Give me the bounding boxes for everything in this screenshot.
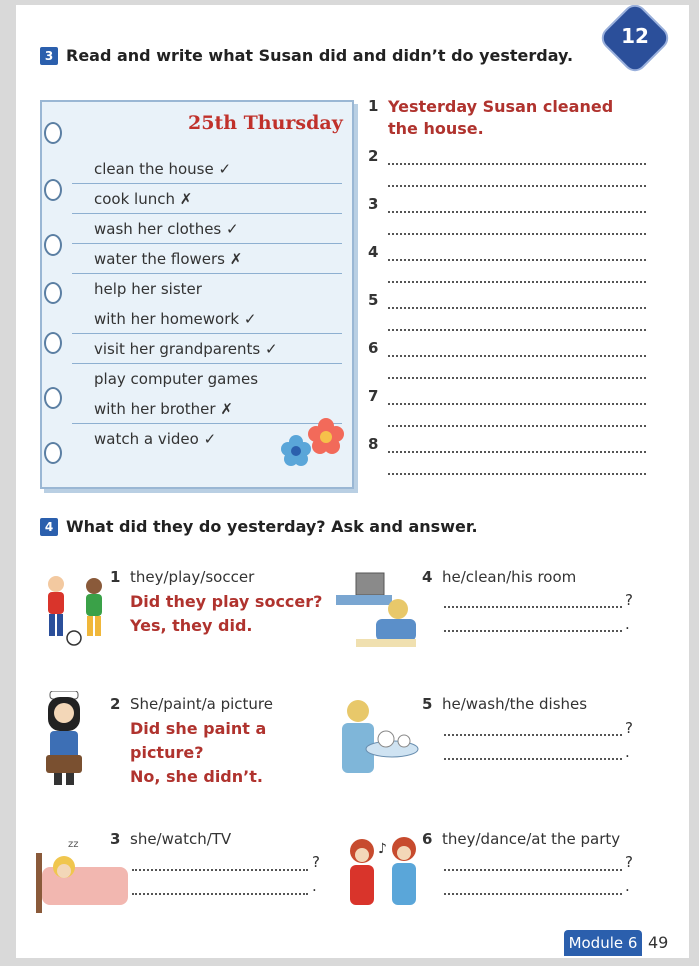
workbook-page bbox=[16, 5, 689, 958]
answer-4-line-2[interactable] bbox=[388, 281, 646, 283]
girl-with-painting-illustration bbox=[38, 691, 90, 787]
exercise-3-heading: Read and write what Susan did and didn’t do yesterday. bbox=[66, 46, 574, 65]
answer-5-number: 5 bbox=[368, 291, 379, 309]
period: . bbox=[625, 877, 630, 895]
answer-8-line-2[interactable] bbox=[388, 473, 646, 475]
ex4-item-4-number: 4 bbox=[422, 568, 433, 586]
answer-3-number: 3 bbox=[368, 195, 379, 213]
answer-6-number: 6 bbox=[368, 339, 379, 357]
notebook-item: watch a video ✓ bbox=[94, 430, 217, 448]
answer-7-line[interactable] bbox=[388, 403, 646, 405]
notebook-item: wash her clothes ✓ bbox=[94, 220, 239, 238]
module-badge: Module 6 bbox=[564, 930, 642, 956]
question-mark: ? bbox=[625, 591, 633, 609]
boy-cleaning-room-illustration bbox=[336, 565, 426, 655]
ex4-item-4-question-line[interactable] bbox=[444, 606, 622, 608]
svg-text:♪: ♪ bbox=[378, 841, 387, 857]
notebook-item: cook lunch ✗ bbox=[94, 190, 193, 208]
answer-7-line-2[interactable] bbox=[388, 425, 646, 427]
ring-binder-icon bbox=[44, 122, 62, 144]
svg-text:zz: zz bbox=[68, 839, 79, 850]
unit-number: 12 bbox=[621, 24, 649, 48]
ex4-item-2-prompt: She/paint/a picture bbox=[130, 695, 273, 713]
question-mark: ? bbox=[625, 719, 633, 737]
question-mark: ? bbox=[312, 853, 320, 871]
ex4-item-2-number: 2 bbox=[110, 695, 121, 713]
ex4-item-3-answer-line[interactable] bbox=[132, 893, 308, 895]
question-mark: ? bbox=[625, 853, 633, 871]
answer-6-line[interactable] bbox=[388, 355, 646, 357]
answer-1-example: Yesterday Susan cleaned the house. bbox=[388, 97, 614, 138]
ex4-item-3-number: 3 bbox=[110, 830, 121, 848]
ex4-item-6-number: 6 bbox=[422, 830, 433, 848]
answer-3-line[interactable] bbox=[388, 211, 646, 213]
answer-3-line-2[interactable] bbox=[388, 233, 646, 235]
flowers-illustration bbox=[274, 413, 354, 473]
ex4-item-1-answer: Yes, they did. bbox=[130, 616, 253, 635]
answer-5-line-2[interactable] bbox=[388, 329, 646, 331]
answer-4-number: 4 bbox=[368, 243, 379, 261]
period: . bbox=[312, 877, 317, 895]
notebook-item: water the flowers ✗ bbox=[94, 250, 243, 268]
ex4-item-1-prompt: they/play/soccer bbox=[130, 568, 255, 586]
ring-binder-icon bbox=[44, 387, 62, 409]
answer-5-line[interactable] bbox=[388, 307, 646, 309]
ex4-item-4-answer-line[interactable] bbox=[444, 630, 622, 632]
ring-binder-icon bbox=[44, 332, 62, 354]
notebook-item: clean the house ✓ bbox=[94, 160, 232, 178]
answer-2-number: 2 bbox=[368, 147, 379, 165]
answer-2-line-2[interactable] bbox=[388, 185, 646, 187]
ex4-item-5-prompt: he/wash/the dishes bbox=[442, 695, 588, 713]
notebook-rule bbox=[72, 333, 342, 334]
notebook-rule bbox=[72, 243, 342, 244]
ex4-item-1-question: Did they play soccer? bbox=[130, 592, 323, 611]
notebook-item: help her sister bbox=[94, 280, 202, 298]
answer-8-line[interactable] bbox=[388, 451, 646, 453]
period: . bbox=[625, 743, 630, 761]
ex4-item-4-prompt: he/clean/his room bbox=[442, 568, 577, 586]
ex4-item-2-question: Did she paint a bbox=[130, 719, 267, 738]
notebook-item: with her homework ✓ bbox=[94, 310, 257, 328]
ex4-item-3-prompt: she/watch/TV bbox=[130, 830, 232, 848]
ex4-item-5-answer-line[interactable] bbox=[444, 758, 622, 760]
answer-7-number: 7 bbox=[368, 387, 379, 405]
ring-binder-icon bbox=[44, 282, 62, 304]
ex4-item-2-question-cont: picture? bbox=[130, 743, 204, 762]
answer-1-number: 1 bbox=[368, 97, 379, 115]
ex4-item-3-question-line[interactable] bbox=[132, 869, 308, 871]
notebook-item: play computer games bbox=[94, 370, 259, 388]
answer-8-number: 8 bbox=[368, 435, 379, 453]
girls-dancing-illustration bbox=[338, 833, 430, 929]
ring-binder-icon bbox=[44, 234, 62, 256]
answer-6-line-2[interactable] bbox=[388, 377, 646, 379]
notebook-rule bbox=[72, 363, 342, 364]
notebook-rule bbox=[72, 273, 342, 274]
notebook-rule bbox=[72, 213, 342, 214]
page-number: 49 bbox=[648, 933, 669, 952]
answer-4-line[interactable] bbox=[388, 259, 646, 261]
ring-binder-icon bbox=[44, 179, 62, 201]
ex4-item-5-number: 5 bbox=[422, 695, 433, 713]
period: . bbox=[625, 615, 630, 633]
ring-binder-icon bbox=[44, 442, 62, 464]
notebook-item: visit her grandparents ✓ bbox=[94, 340, 278, 358]
ex4-item-6-prompt: they/dance/at the party bbox=[442, 830, 621, 848]
ex4-item-5-question-line[interactable] bbox=[444, 734, 622, 736]
notebook-title: 25th Thursday bbox=[188, 112, 343, 134]
exercise-4-heading: What did they do yesterday? Ask and answer. bbox=[66, 517, 478, 536]
exercise-3-number: 3 bbox=[40, 47, 58, 65]
ex4-item-6-question-line[interactable] bbox=[444, 869, 622, 871]
exercise-4-number: 4 bbox=[40, 518, 58, 536]
notebook-rule bbox=[72, 183, 342, 184]
notebook-item: with her brother ✗ bbox=[94, 400, 233, 418]
answer-2-line[interactable] bbox=[388, 163, 646, 165]
ex4-item-1-number: 1 bbox=[110, 568, 121, 586]
ex4-item-2-answer: No, she didn’t. bbox=[130, 767, 263, 786]
boy-washing-dishes-illustration bbox=[332, 695, 432, 781]
ex4-item-6-answer-line[interactable] bbox=[444, 893, 622, 895]
